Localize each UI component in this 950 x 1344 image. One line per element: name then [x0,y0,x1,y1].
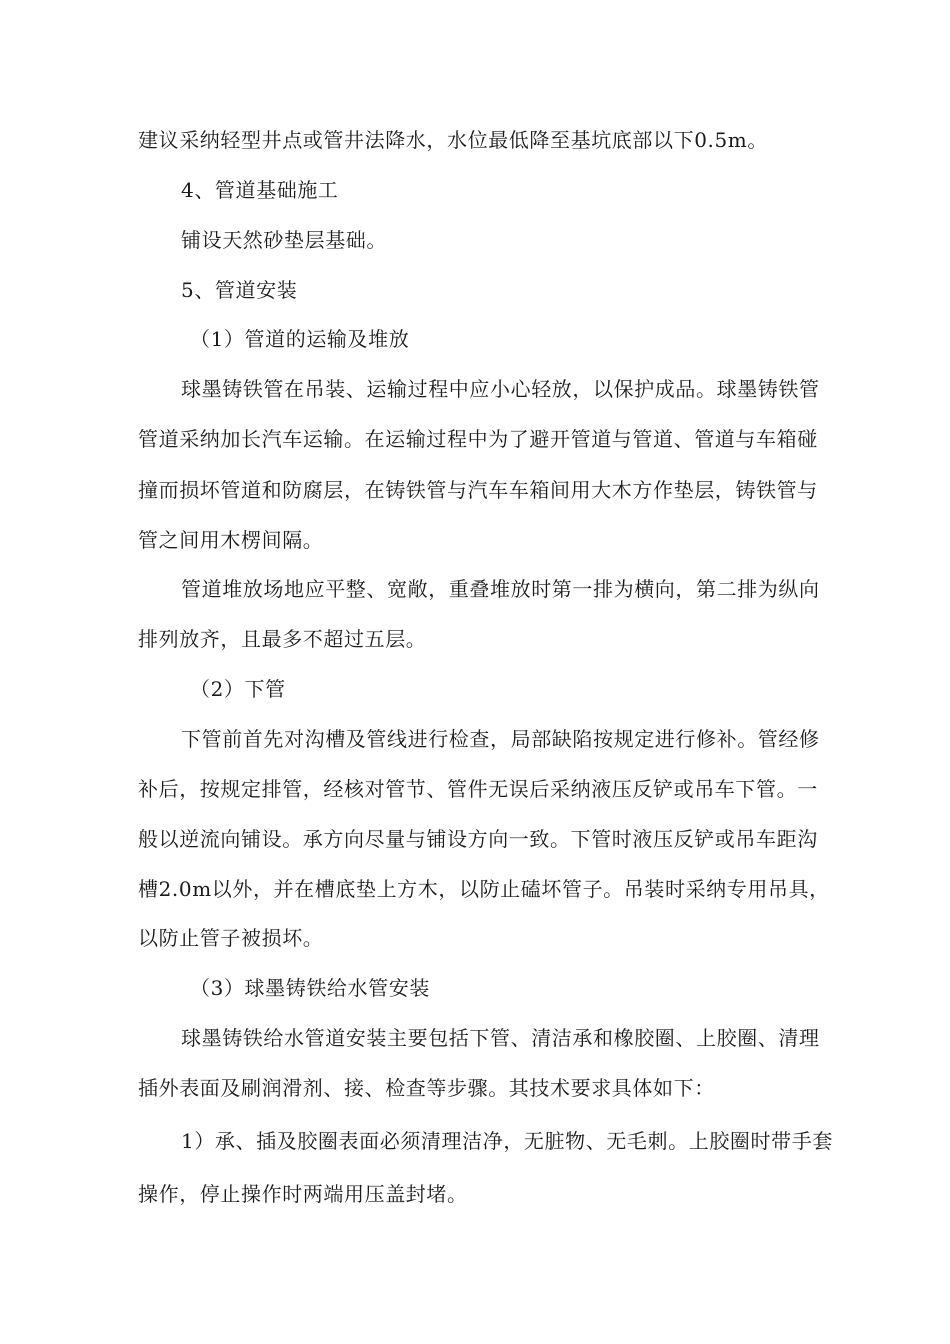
paragraph-line: 槽2.0m以外，并在槽底垫上方木，以防止磕坏管子。吊装时采纳专用吊具， [138,877,830,901]
paragraph-line: 球墨铸铁给水管道安装主要包括下管、清洁承和橡胶圈、上胶圈、清理 [181,1026,820,1050]
paragraph-line: 管道堆放场地应平整、宽敞，重叠堆放时第一排为横向，第二排为纵向 [181,577,820,601]
paragraph-line: 插外表面及刷润滑剂、接、检查等步骤。其技术要求具体如下： [138,1076,715,1100]
paragraph-line: 1）承、插及胶圈表面必须清理洁净，无脏物、无毛刺。上胶圈时带手套 [181,1129,833,1153]
paragraph-line: 管之间用木楞间隔。 [138,528,324,552]
paragraph-line: 下管前首先对沟槽及管线进行检查，局部缺陷按规定进行修补。管经修 [181,727,820,751]
paragraph-line: 铺设天然砂垫层基础。 [181,228,387,252]
subsection-heading-transport: （1）管道的运输及堆放 [190,327,410,351]
subsection-heading-lowering: （2）下管 [190,677,286,701]
paragraph-line: 管道采纳加长汽车运输。在运输过程中为了避开管道与管道、管道与车箱碰 [138,427,818,451]
paragraph-line: 般以逆流向铺设。承方向尽量与铺设方向一致。下管时液压反铲或吊车距沟 [138,827,818,851]
paragraph-line: 操作，停止操作时两端用压盖封堵。 [138,1182,468,1206]
section-heading-installation: 5、管道安装 [181,278,298,302]
subsection-heading-ductile-iron-install: （3）球墨铸铁给水管安装 [190,976,430,1000]
paragraph-line: 建议采纳轻型井点或管井法降水，水位最低降至基坑底部以下0.5m。 [138,128,768,152]
paragraph-line: 以防止管子被损坏。 [138,926,324,950]
paragraph-line: 球墨铸铁管在吊装、运输过程中应小心轻放，以保护成品。球墨铸铁管 [181,377,820,401]
paragraph-line: 撞而损坏管道和防腐层，在铸铁管与汽车车箱间用大木方作垫层，铸铁管与 [138,478,818,502]
section-heading-foundation: 4、管道基础施工 [181,178,339,202]
paragraph-line: 补后，按规定排管，经核对管节、管件无误后采纳液压反铲或吊车下管。一 [138,777,818,801]
paragraph-line: 排列放齐，且最多不超过五层。 [138,627,427,651]
